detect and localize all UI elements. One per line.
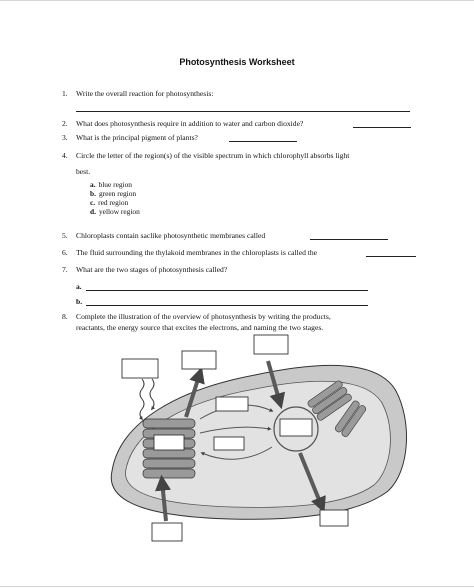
q5-text: Chloroplasts contain saclike photosynthetic membranes called (76, 231, 266, 240)
q7-number: 7. (62, 265, 68, 274)
q6-text: The fluid surrounding the thylakoid membranes in the chloroplasts is called the (76, 248, 318, 257)
q7-text: What are the two stages of photosynthesis called? (76, 265, 228, 274)
q2-number: 2. (62, 119, 68, 128)
q1-number: 1. (62, 89, 68, 98)
q2-text: What does photosynthesis require in addition to water and carbon dioxide? (76, 119, 304, 128)
box-light-reaction-product-1 (216, 397, 248, 411)
q5-number: 5. (62, 231, 68, 240)
box-light-reaction-product-2 (214, 437, 244, 450)
q4-text-cont: best. (76, 167, 91, 176)
q4-option-c[interactable]: c. red region (90, 198, 129, 207)
q8-text-cont: reactants, the energy source that excites the electrons, and naming the two stages. (76, 323, 324, 332)
q1-text: Write the overall reaction for photosynthesis: (76, 89, 214, 98)
box-oxygen (182, 351, 216, 369)
q4-option-d[interactable]: d. yellow region (90, 207, 140, 216)
box-sugar (320, 510, 348, 526)
box-energy-source (122, 359, 158, 378)
q4-number: 4. (62, 151, 68, 160)
q4-text: Circle the letter of the region(s) of the visible spectrum in which chlorophyll absorbs light (76, 151, 350, 160)
q6-number: 6. (62, 248, 68, 257)
q3-text: What is the principal pigment of plants? (76, 133, 198, 142)
q4-option-b[interactable]: b. green region (90, 189, 137, 198)
q7-label-b: b. (76, 297, 83, 306)
photosynthesis-diagram (0, 1, 474, 588)
q7-label-a: a. (76, 282, 82, 291)
q4-option-a[interactable]: a. blue region (90, 180, 132, 189)
light-wave-icon-2 (150, 379, 154, 409)
q8-text: Complete the illustration of the overview of photosynthesis by writing the products, (76, 312, 331, 321)
q8-number: 8. (62, 312, 68, 321)
box-calvin-cycle (280, 419, 312, 436)
box-water (152, 523, 182, 541)
light-wave-icon (140, 379, 144, 419)
q3-number: 3. (62, 133, 68, 142)
box-co2 (254, 335, 288, 354)
page-title: Photosynthesis Worksheet (179, 57, 295, 67)
box-light-reactions (154, 435, 184, 450)
